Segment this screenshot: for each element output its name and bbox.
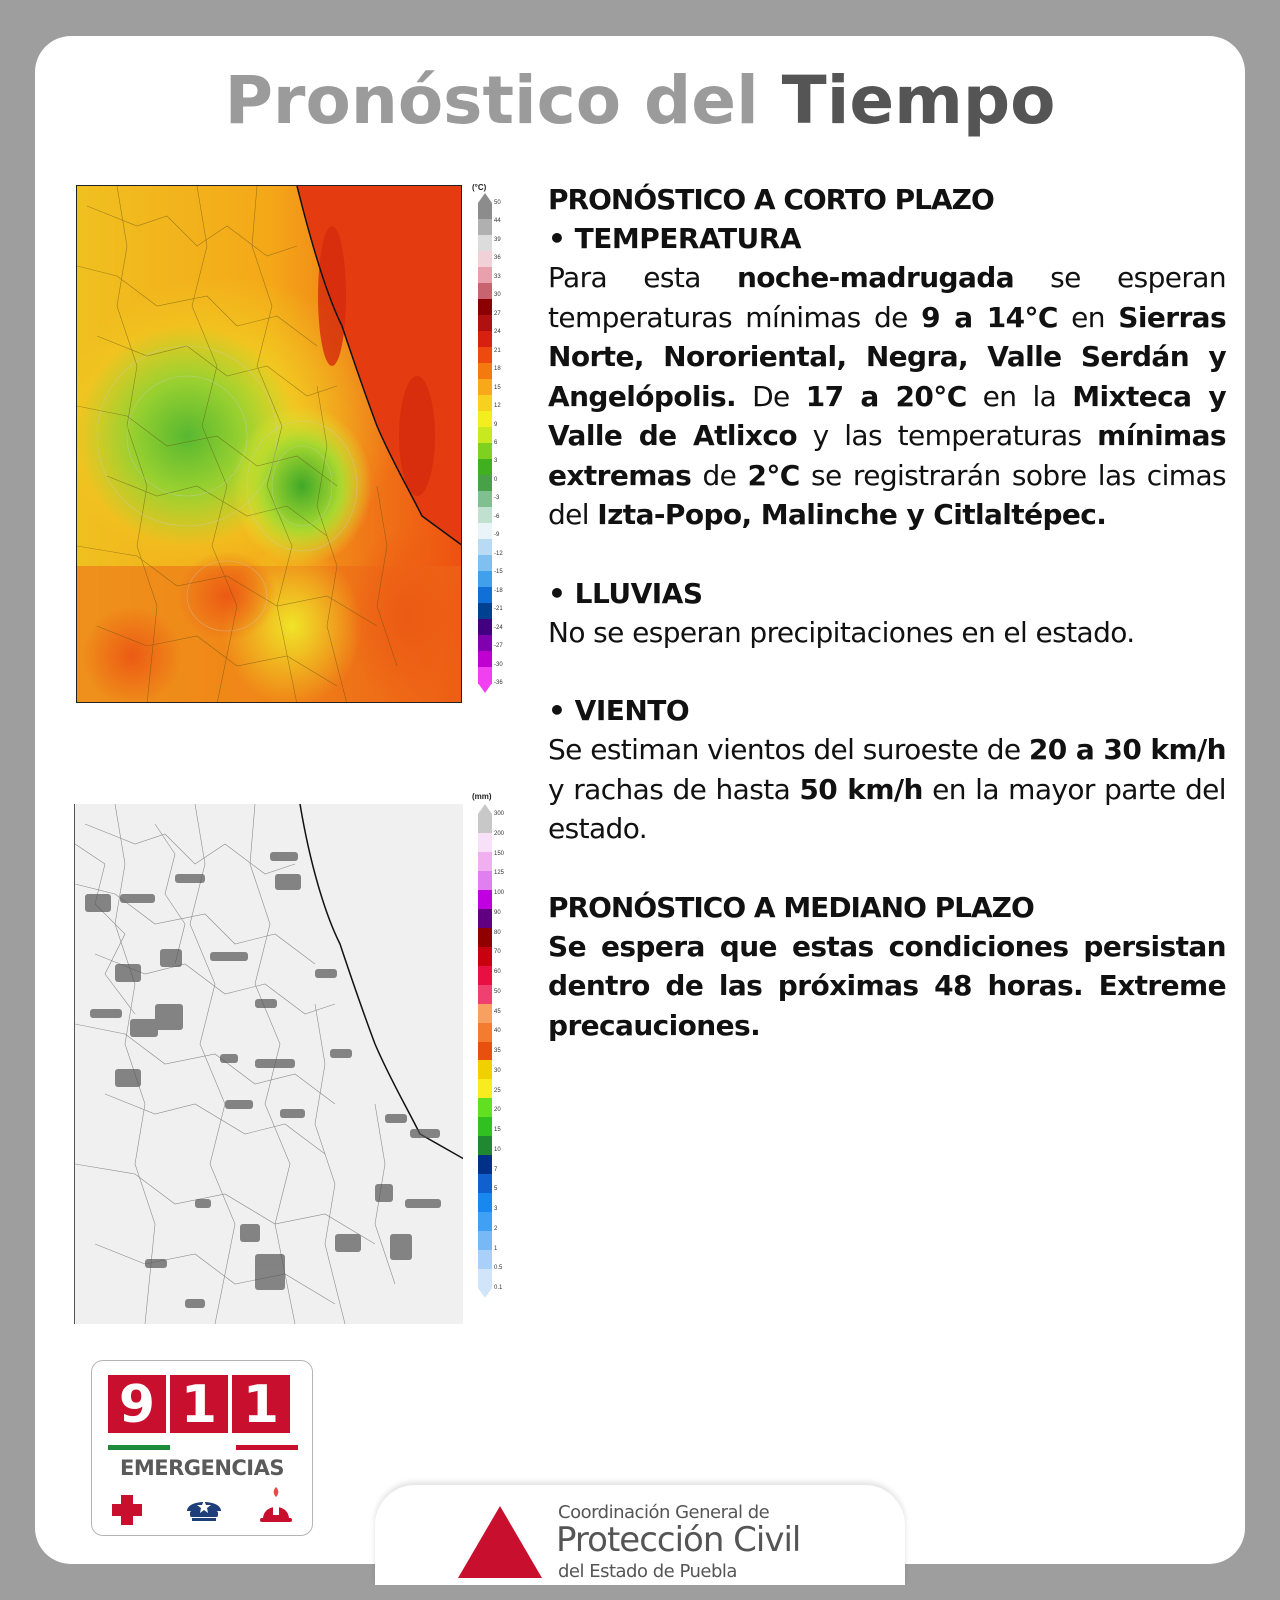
colorbar-segment <box>478 985 492 1004</box>
colorbar-tick-label: 2 <box>494 1225 498 1232</box>
colorbar-tick-label: 36 <box>494 255 501 262</box>
colorbar-segment <box>478 1193 492 1212</box>
colorbar-tick-label: -15 <box>494 569 503 576</box>
colorbar-arrow-bottom <box>478 1288 492 1298</box>
colorbar-tick-label: 5 <box>494 1186 498 1193</box>
colorbar-tick-label: -6 <box>494 513 500 520</box>
firefighter-helmet-icon <box>258 1485 294 1529</box>
civil-protection-triangle-logo <box>458 1506 542 1578</box>
bold-run: 2°C <box>747 458 800 492</box>
bold-run: Mixteca y Valle de Atlixco <box>548 379 1226 452</box>
precipitation-forecast-map <box>74 804 463 1324</box>
red-cross-icon <box>110 1493 144 1527</box>
wind-paragraph <box>548 730 1226 849</box>
colorbar-tick-label: 100 <box>494 890 505 896</box>
colorbar-segment <box>478 395 492 412</box>
colorbar-segment <box>478 890 492 909</box>
temperature-colorbar <box>470 183 510 703</box>
temperature-heading: • TEMPERATURA <box>548 222 802 255</box>
colorbar-tick-label: -21 <box>494 606 503 613</box>
colorbar-segment <box>478 1042 492 1061</box>
colorbar-segment <box>478 555 492 572</box>
colorbar-segment <box>478 267 492 284</box>
colorbar-tick-label: 20 <box>494 1107 501 1114</box>
bold-run: Izta-Popo, Malinche y Citlaltépec. <box>597 498 1107 531</box>
civil-protection-line3: del Estado de Puebla <box>558 1561 737 1582</box>
colorbar-segment <box>478 833 492 852</box>
text-run: en <box>1057 300 1119 334</box>
bold-run: 50 km/h <box>799 772 923 806</box>
colorbar-tick-label: 18 <box>494 366 501 373</box>
colorbar-tick-label: 6 <box>494 440 498 446</box>
logo-digit: 1 <box>170 1375 228 1433</box>
colorbar-segment <box>478 363 492 380</box>
colorbar-segment <box>478 571 492 588</box>
colorbar-arrow-top <box>478 193 492 203</box>
colorbar-segment <box>478 539 492 556</box>
colorbar-tick-label: 30 <box>494 292 501 299</box>
precipitation-map-graphic <box>75 804 463 1324</box>
colorbar-tick-label: 200 <box>494 830 505 837</box>
bold-run: noche-madrugada <box>736 261 1014 294</box>
colorbar-segment <box>478 1136 492 1155</box>
colorbar-tick-label: 15 <box>494 1127 501 1133</box>
colorbar-tick-label: 80 <box>494 929 501 936</box>
colorbar-tick-label: -18 <box>494 587 503 594</box>
colorbar-segment <box>478 507 492 524</box>
logo-digit: 9 <box>108 1375 166 1433</box>
short-term-heading: PRONÓSTICO A CORTO PLAZO <box>548 183 994 216</box>
colorbar-arrow-top <box>478 804 492 814</box>
colorbar-segment <box>478 909 492 928</box>
colorbar-segment <box>478 635 492 652</box>
police-cap-icon <box>184 1493 224 1527</box>
colorbar-segment <box>478 871 492 890</box>
colorbar-tick-label: 1 <box>494 1245 498 1252</box>
colorbar-segment <box>478 443 492 460</box>
colorbar-tick-label: 50 <box>494 200 501 206</box>
colorbar-tick-label: 125 <box>494 870 505 877</box>
colorbar-tick-label: 10 <box>494 1146 501 1153</box>
colorbar-segment <box>478 1250 492 1269</box>
colorbar-segment <box>478 947 492 966</box>
colorbar-segment <box>478 475 492 492</box>
temperature-map-graphic <box>77 186 462 703</box>
colorbar-segment <box>478 299 492 316</box>
forecast-text <box>548 180 1226 1045</box>
colorbar-segment <box>478 852 492 871</box>
colorbar-tick-label: 9 <box>494 421 498 428</box>
title-dark: Tiempo <box>781 62 1056 139</box>
flag-stripe-green <box>108 1445 170 1450</box>
colorbar-tick-label: 21 <box>494 347 501 354</box>
precipitation-colorbar <box>470 792 510 1312</box>
colorbar-tick-label: 300 <box>494 811 505 817</box>
colorbar-tick-label: -36 <box>494 680 503 686</box>
emergency-911-logo <box>91 1360 313 1536</box>
text-run: De <box>736 379 806 413</box>
bold-run: mínimas extremas <box>548 419 1226 492</box>
colorbar-segment <box>478 1231 492 1250</box>
colorbar-segment <box>478 814 492 833</box>
colorbar-segment <box>478 1098 492 1117</box>
colorbar-segment <box>478 331 492 348</box>
text-run: y rachas de hasta <box>548 772 800 806</box>
colorbar-segment <box>478 1155 492 1174</box>
text-run: en la mayor parte del estado. <box>548 772 1226 845</box>
colorbar-tick-label: -24 <box>494 624 503 631</box>
text-run: se esperan temperaturas mínimas de <box>548 261 1226 334</box>
colorbar-segment <box>478 667 492 684</box>
temperature-colorbar-scale <box>478 203 492 683</box>
precipitation-unit-label: (mm) <box>472 792 492 801</box>
colorbar-tick-label: 50 <box>494 988 501 995</box>
flag-stripe-red <box>236 1445 298 1450</box>
colorbar-segment <box>478 928 492 947</box>
colorbar-tick-label: 12 <box>494 403 501 410</box>
text-run: Para esta <box>548 261 737 294</box>
text-run: se registrarán sobre las cimas del <box>548 458 1226 531</box>
colorbar-tick-label: 33 <box>494 273 501 280</box>
colorbar-segment <box>478 1117 492 1136</box>
colorbar-tick-label: 30 <box>494 1067 501 1074</box>
colorbar-tick-label: 0 <box>494 476 498 483</box>
colorbar-tick-label: -30 <box>494 661 503 668</box>
civil-protection-line1: Coordinación General de <box>558 1502 770 1523</box>
bold-run: 9 a 14°C <box>921 300 1058 334</box>
text-run: en la <box>966 379 1073 413</box>
temperature-unit-label: (°C) <box>472 183 487 192</box>
colorbar-segment <box>478 491 492 508</box>
colorbar-tick-label: 27 <box>494 310 501 317</box>
precipitation-colorbar-scale <box>478 814 492 1288</box>
bold-run: 17 a 20°C <box>805 379 967 413</box>
colorbar-arrow-bottom <box>478 683 492 693</box>
colorbar-tick-label: 3 <box>494 458 498 465</box>
colorbar-tick-label: -12 <box>494 550 503 557</box>
colorbar-segment <box>478 283 492 300</box>
title-light: Pronóstico del <box>224 62 759 139</box>
colorbar-tick-label: -27 <box>494 643 503 650</box>
medium-term-paragraph: Se espera que estas condiciones persistan dentro de las próximas 48 horas. Extreme precauciones. <box>548 929 1226 1042</box>
colorbar-segment <box>478 603 492 620</box>
colorbar-tick-label: 90 <box>494 909 501 916</box>
colorbar-tick-label: 3 <box>494 1206 498 1212</box>
emergency-label: EMERGENCIAS <box>119 1456 285 1480</box>
text-run: y las temperaturas <box>796 419 1098 452</box>
rain-paragraph: No se esperan precipitaciones en el estado. <box>548 615 1135 649</box>
civil-protection-line2: Protección Civil <box>556 1520 801 1560</box>
colorbar-tick-label: 0.5 <box>494 1265 503 1272</box>
colorbar-tick-label: -3 <box>494 495 500 502</box>
colorbar-segment <box>478 1004 492 1023</box>
text-run: Se estiman vientos del suroeste de <box>548 733 1029 766</box>
colorbar-segment <box>478 347 492 364</box>
colorbar-segment <box>478 1060 492 1079</box>
colorbar-segment <box>478 587 492 604</box>
colorbar-segment <box>478 427 492 444</box>
temperature-paragraph <box>548 258 1226 535</box>
colorbar-segment <box>478 1269 492 1288</box>
colorbar-segment <box>478 1023 492 1042</box>
colorbar-segment <box>478 1174 492 1193</box>
colorbar-tick-label: 25 <box>494 1087 501 1094</box>
colorbar-segment <box>478 1212 492 1231</box>
colorbar-tick-label: -9 <box>494 532 500 539</box>
colorbar-tick-label: 15 <box>494 384 501 391</box>
colorbar-segment <box>478 651 492 668</box>
logo-digits <box>108 1375 290 1433</box>
colorbar-tick-label: 40 <box>494 1028 501 1035</box>
colorbar-segment <box>478 411 492 428</box>
colorbar-tick-label: 24 <box>494 329 501 336</box>
colorbar-segment <box>478 315 492 332</box>
wind-heading: • VIENTO <box>548 694 690 727</box>
colorbar-segment <box>478 1079 492 1098</box>
temperature-forecast-map <box>76 185 462 703</box>
colorbar-segment <box>478 203 492 220</box>
colorbar-tick-label: 70 <box>494 949 501 956</box>
colorbar-segment <box>478 251 492 268</box>
colorbar-segment <box>478 523 492 540</box>
colorbar-segment <box>478 219 492 236</box>
colorbar-segment <box>478 235 492 252</box>
logo-digit: 1 <box>232 1375 290 1433</box>
colorbar-tick-label: 7 <box>494 1166 498 1173</box>
text-run: de <box>691 458 748 492</box>
rain-heading: • LLUVIAS <box>548 576 703 610</box>
page-title <box>0 62 1280 139</box>
colorbar-segment <box>478 379 492 396</box>
colorbar-tick-label: 35 <box>494 1048 501 1054</box>
colorbar-tick-label: 60 <box>494 969 501 975</box>
colorbar-tick-label: 39 <box>494 236 501 243</box>
colorbar-tick-label: 45 <box>494 1008 501 1015</box>
colorbar-segment <box>478 966 492 985</box>
colorbar-segment <box>478 619 492 636</box>
colorbar-segment <box>478 459 492 476</box>
colorbar-tick-label: 0.1 <box>494 1285 503 1291</box>
bold-run: Sierras Norte, Nororiental, Negra, Valle Serdán y Angelópolis. <box>548 300 1227 413</box>
colorbar-tick-label: 150 <box>494 850 505 857</box>
bold-run: 20 a 30 km/h <box>1028 733 1226 766</box>
colorbar-tick-label: 44 <box>494 218 501 225</box>
medium-term-heading: PRONÓSTICO A MEDIANO PLAZO <box>548 890 1034 924</box>
